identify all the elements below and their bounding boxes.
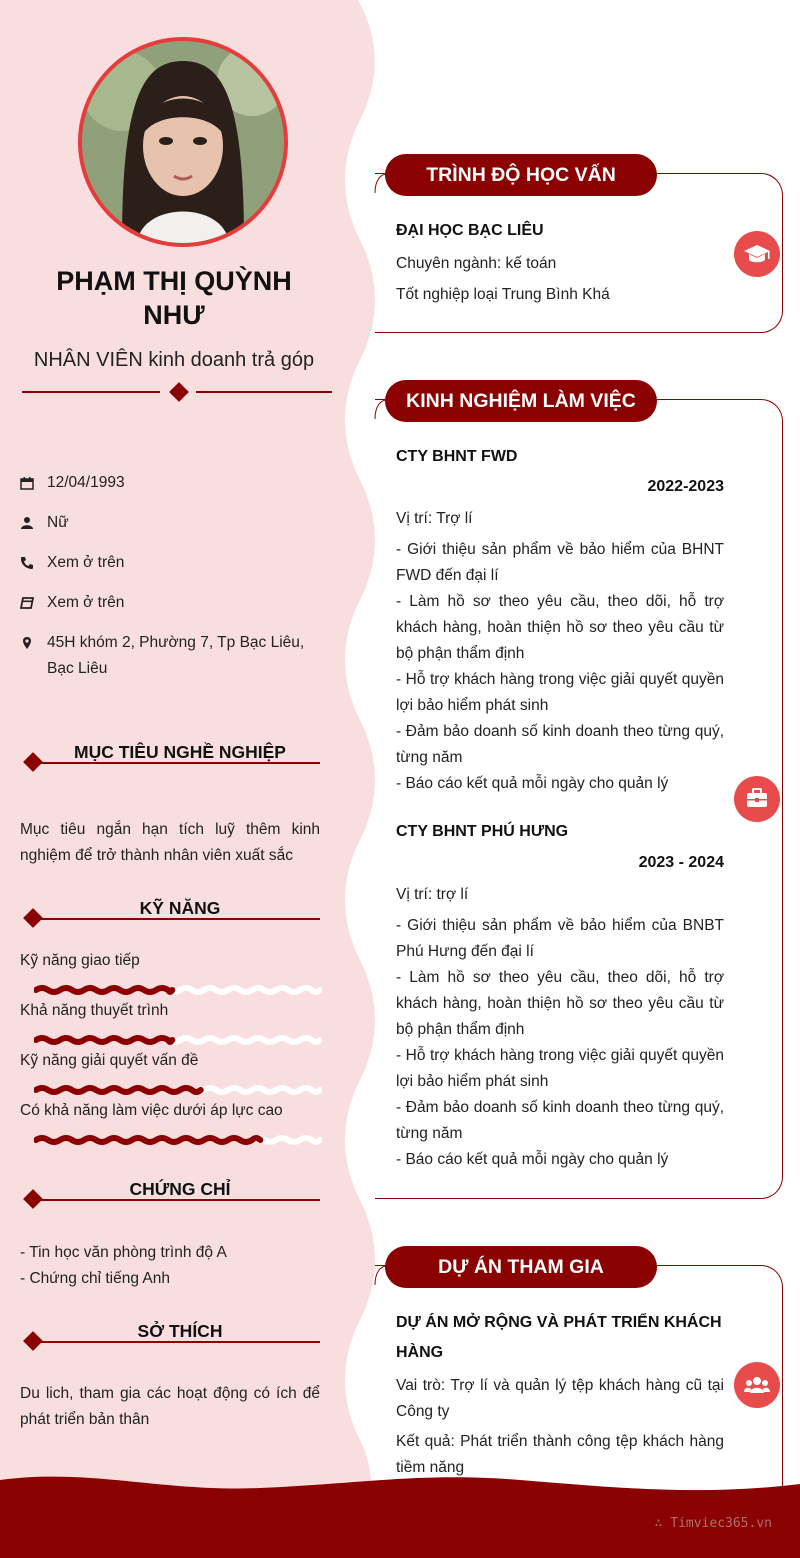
name-line-1: PHẠM THỊ QUỲNH <box>56 266 292 296</box>
skills-heading-text: KỸ NĂNG <box>139 898 221 918</box>
certificates-heading <box>20 1179 320 1209</box>
birthday-text: 12/04/1993 <box>47 474 125 491</box>
name-divider <box>22 383 332 401</box>
skill-bar-fill <box>36 988 172 992</box>
email-text: Xem ở trên <box>47 594 125 611</box>
skill-label: Khả năng thuyết trình <box>20 1002 169 1019</box>
job-description-line: - Báo cáo kết quả mỗi ngày cho quản lý <box>396 775 669 792</box>
project-name: DỰ ÁN MỞ RỘNG VÀ PHÁT TRIỂN KHÁCH HÀNG <box>396 1314 722 1361</box>
job-description-line: - Giới thiệu sản phẩm về bảo hiểm của BNBT Phú Hưng đến đại lí <box>396 917 724 960</box>
job-description-line: - Giới thiệu sản phẩm về bảo hiểm của BHNT FWD đến đại lí <box>396 541 724 584</box>
job-description <box>396 537 724 797</box>
job-description <box>396 913 724 1173</box>
contact-gender <box>20 510 320 536</box>
skill-bar-fill <box>36 1138 260 1142</box>
skill-label: Kỹ năng giao tiếp <box>20 952 140 969</box>
hobbies-heading <box>20 1321 320 1351</box>
name-line-2: NHƯ <box>143 300 205 330</box>
skill-bar <box>34 1133 322 1147</box>
certificates-list <box>20 1240 320 1292</box>
contact-address <box>20 630 320 682</box>
experience-heading: KINH NGHIỆM LÀM VIỆC <box>385 380 657 422</box>
job-company: CTY BHNT FWD <box>396 448 518 465</box>
job-description-line: - Làm hồ sơ theo yêu cầu, theo dõi, hỗ trợ khách hàng, hoàn thiện hồ sơ theo yêu cầu từ bộ phận thẩm định <box>396 593 724 662</box>
gender-text: Nữ <box>47 514 69 531</box>
certificate-item: - Tin học văn phòng trình độ A <box>20 1244 227 1261</box>
education-grade: Tốt nghiệp loại Trung Bình Khá <box>396 286 610 303</box>
skill-label: Kỹ năng giải quyết vấn đề <box>20 1052 199 1069</box>
watermark-text: ∴ Timviec365.vn <box>654 1516 772 1531</box>
objective-text: Mục tiêu ngắn hạn tích luỹ thêm kinh nghiệm để trở thành nhân viên xuất sắc <box>20 821 320 864</box>
job-period: 2023 - 2024 <box>638 854 724 871</box>
education-school: ĐẠI HỌC BẠC LIÊU <box>396 222 544 239</box>
job-company: CTY BHNT PHÚ HƯNG <box>396 823 569 840</box>
phone-text: Xem ở trên <box>47 554 125 571</box>
project-result: Kết quả: Phát triển thành công tệp khách hàng tiềm năng <box>396 1433 724 1476</box>
skill-bar <box>34 1033 322 1047</box>
phone-icon <box>20 556 34 570</box>
email-icon <box>20 596 34 610</box>
avatar-photo <box>78 37 288 247</box>
job-position: Vị trí: Trợ lí <box>396 510 473 527</box>
skill-bar <box>34 1083 322 1097</box>
job-description-line: - Làm hồ sơ theo yêu cầu, theo dõi, hỗ trợ khách hàng, hoàn thiện hồ sơ theo yêu cầu từ bộ phận thẩm định <box>396 969 724 1038</box>
user-icon <box>20 516 34 530</box>
education-major: Chuyên ngành: kế toán <box>396 255 557 272</box>
job-description-line: - Báo cáo kết quả mỗi ngày cho quản lý <box>396 1151 669 1168</box>
hobbies-text: Du lich, tham gia các hoạt động có ích để phát triển bản thân <box>20 1385 320 1428</box>
job-position: Vị trí: trợ lí <box>396 886 469 903</box>
contact-birthday <box>20 470 320 496</box>
briefcase-icon <box>734 776 780 822</box>
education-heading: TRÌNH ĐỘ HỌC VẤN <box>385 154 657 196</box>
contact-phone <box>20 550 320 576</box>
job-description-line: - Đảm bảo doanh số kinh doanh theo từng quý, từng năm <box>396 1099 724 1142</box>
projects-heading: DỰ ÁN THAM GIA <box>385 1246 657 1288</box>
full-name <box>20 264 328 332</box>
contact-email <box>20 590 320 616</box>
graduation-cap-icon <box>734 231 780 277</box>
certificate-item: - Chứng chỉ tiếng Anh <box>20 1270 170 1287</box>
skill-bar-fill <box>36 1088 201 1092</box>
skills-heading <box>20 898 320 928</box>
job-period: 2022-2023 <box>647 478 724 495</box>
map-marker-icon <box>20 636 34 650</box>
skill-bar <box>34 983 322 997</box>
job-title: NHÂN VIÊN kinh doanh trả góp <box>33 349 315 371</box>
job-description-line: - Đảm bảo doanh số kinh doanh theo từng quý, từng năm <box>396 723 724 766</box>
calendar-icon <box>20 476 34 490</box>
objective-heading <box>20 742 320 772</box>
job-description-line: - Hỗ trợ khách hàng trong việc giải quyết quyền lợi bảo hiểm phát sinh <box>396 1047 724 1090</box>
hobbies-heading-text: SỞ THÍCH <box>137 1321 223 1341</box>
skill-label: Có khả năng làm việc dưới áp lực cao <box>20 1102 283 1119</box>
footer-wave <box>0 1470 800 1558</box>
project-role: Vai trò: Trợ lí và quản lý tệp khách hàng cũ tại Công ty <box>396 1377 724 1420</box>
certificates-heading-text: CHỨNG CHỈ <box>129 1179 231 1199</box>
address-text: 45H khóm 2, Phường 7, Tp Bạc Liêu, Bạc Liêu <box>47 634 305 677</box>
skill-bar-fill <box>36 1038 172 1042</box>
objective-heading-text: MỤC TIÊU NGHỀ NGHIỆP <box>74 742 286 762</box>
job-description-line: - Hỗ trợ khách hàng trong việc giải quyết quyền lợi bảo hiểm phát sinh <box>396 671 724 714</box>
users-icon <box>734 1362 780 1408</box>
